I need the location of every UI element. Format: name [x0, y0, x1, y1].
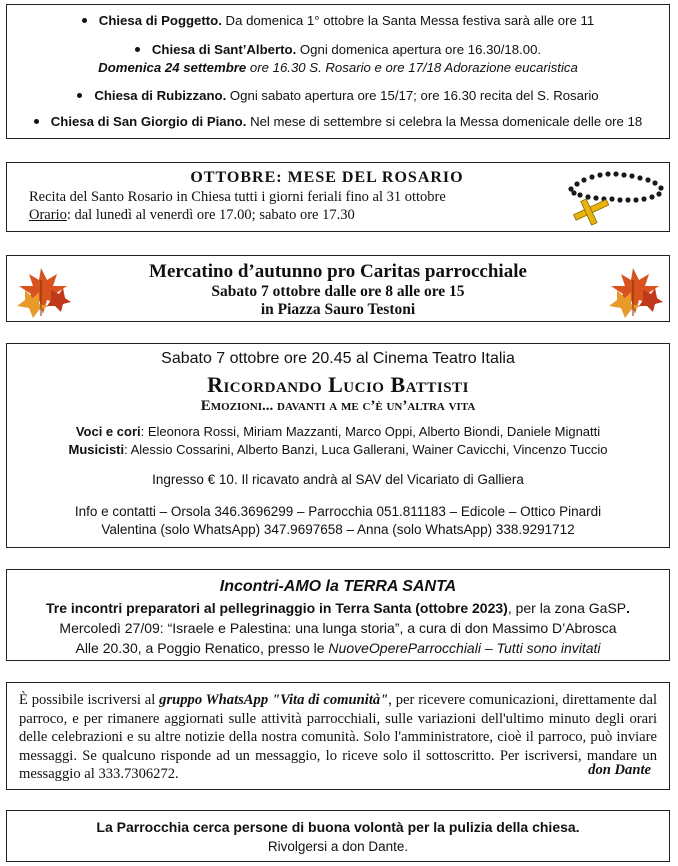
- signature: don Dante: [588, 762, 651, 778]
- concert-info: Info e contatti – Orsola 346.3696299 – Parrocchia 051.811183 – Edicole – Ottico Pinardi: [74, 504, 602, 519]
- list-item: [7, 42, 669, 57]
- musicisti-text: : Alessio Cossarini, Alberto Banzi, Luca Gallerani, Wainer Cavicchi, Vincenzo Tuccio: [124, 442, 608, 457]
- rosary-orario: [29, 207, 355, 224]
- concert-box: [6, 343, 670, 548]
- orario-text: : dal lunedì al venerdì ore 17.00; sabato ore 17.30: [66, 207, 355, 223]
- concert-voci: [7, 424, 669, 439]
- mercatino-place: in Piazza Sauro Testoni: [260, 301, 416, 318]
- whatsapp-paragraph: [19, 691, 657, 784]
- church-info: Ogni domenica apertura ore 16.30/18.00.: [296, 42, 542, 57]
- mercatino-box: [6, 255, 670, 322]
- church-name: Chiesa di San Giorgio di Piano.: [50, 114, 247, 129]
- whatsapp-text: È possibile iscriversi al: [19, 692, 160, 708]
- bullet-icon: [82, 18, 87, 23]
- church-schedule-box: [6, 4, 670, 139]
- rosary-box: [6, 162, 670, 232]
- church-name: Chiesa di Poggetto.: [98, 13, 222, 28]
- terrasanta-bold: Tre incontri preparatori al pellegrinaggio in Terra Santa (ottobre 2023): [45, 600, 508, 616]
- mercatino-date: Sabato 7 ottobre dalle ore 8 alle ore 15: [211, 283, 465, 300]
- date-highlight: Domenica 24 settembre: [98, 60, 247, 75]
- rosary-icon: [563, 169, 667, 227]
- musicisti-label: Musicisti: [68, 442, 125, 457]
- whatsapp-group: gruppo WhatsApp "Vita di comunità": [159, 692, 389, 708]
- whatsapp-text: , per ricevere comunicazioni, direttamente dal parroco, e per rimanere aggiornati sulle attività parrocchiali, sulle variazioni dell'ultimo minuto degli orari delle celebrazioni e su altre notizie della nostra comunità. Solo l'amministratore, cioè il parroco, può inviare messaggi. Se qualcuno risponde ad un messaggio, lo riceve solo il sottoscritto. Per iscriversi, mandare un messaggio al 333.7306272.: [19, 692, 657, 783]
- terrasanta-dot: .: [626, 600, 631, 616]
- voci-text: : Eleonora Rossi, Miriam Mazzanti, Marco Oppi, Alberto Biondi, Daniele Mignatti: [140, 424, 601, 439]
- orario-label: Orario: [29, 207, 67, 223]
- terrasanta-place: Alle 20.30, a Poggio Renatico, presso le: [75, 640, 329, 656]
- rosary-line: Recita del Santo Rosario in Chiesa tutti i giorni feriali fino al 31 ottobre: [29, 189, 446, 205]
- terrasanta-line: [7, 640, 669, 656]
- terrasanta-rest: , per la zona GaSP: [507, 600, 627, 616]
- pulizia-title: La Parrocchia cerca persone di buona volontà per la pulizia della chiesa.: [96, 819, 580, 835]
- pulizia-contact: Rivolgersi a don Dante.: [267, 839, 409, 854]
- bullet-icon: [34, 119, 39, 124]
- concert-ingresso: Ingresso € 10. Il ricavato andrà al SAV del Vicariato di Galliera: [152, 472, 524, 487]
- pulizia-box: [6, 810, 670, 862]
- mercatino-title: Mercatino d’autunno pro Caritas parrocchiale: [149, 261, 527, 282]
- concert-musicisti: [7, 442, 669, 457]
- voci-label: Voci e cori: [75, 424, 141, 439]
- terrasanta-line: Mercoledì 27/09: “Israele e Palestina: una lunga storia”, a cura di don Massimo D’Abrosca: [59, 620, 617, 636]
- church-info: Nel mese di settembre si celebra la Messa domenicale delle ore 18: [246, 114, 643, 129]
- bullet-icon: [77, 93, 82, 98]
- church-info: Ogni sabato apertura ore 15/17; ore 16.30 recita del S. Rosario: [226, 88, 599, 103]
- list-item-extra: [7, 60, 669, 75]
- whatsapp-box: [6, 682, 670, 790]
- church-name: Chiesa di Sant’Alberto.: [151, 42, 297, 57]
- concert-subtitle: Emozioni... davanti a me c’è un’altra vita: [200, 398, 476, 414]
- rosary-title: OTTOBRE: MESE DEL ROSARIO: [190, 169, 464, 186]
- terrasanta-line: [7, 600, 669, 616]
- concert-info: Valentina (solo WhatsApp) 347.9697658 – Anna (solo WhatsApp) 338.9291712: [101, 522, 575, 537]
- terrasanta-invite: NuoveOpereParrocchiali – Tutti sono invitati: [328, 640, 601, 656]
- terrasanta-title: Incontri-AMO la TERRA SANTA: [219, 578, 457, 595]
- church-name: Chiesa di Rubizzano.: [94, 88, 227, 103]
- list-item: [7, 88, 669, 103]
- list-item: [7, 13, 669, 28]
- terrasanta-box: [6, 569, 670, 661]
- concert-title: Ricordando Lucio Battisti: [207, 372, 469, 397]
- church-info-extra: ore 16.30 S. Rosario e ore 17/18 Adorazione eucaristica: [246, 60, 578, 75]
- list-item: [7, 114, 669, 129]
- concert-date: Sabato 7 ottobre ore 20.45 al Cinema Teatro Italia: [161, 350, 515, 367]
- church-info: Da domenica 1° ottobre la Santa Messa festiva sarà alle ore 11: [221, 13, 595, 28]
- bullet-icon: [135, 47, 140, 52]
